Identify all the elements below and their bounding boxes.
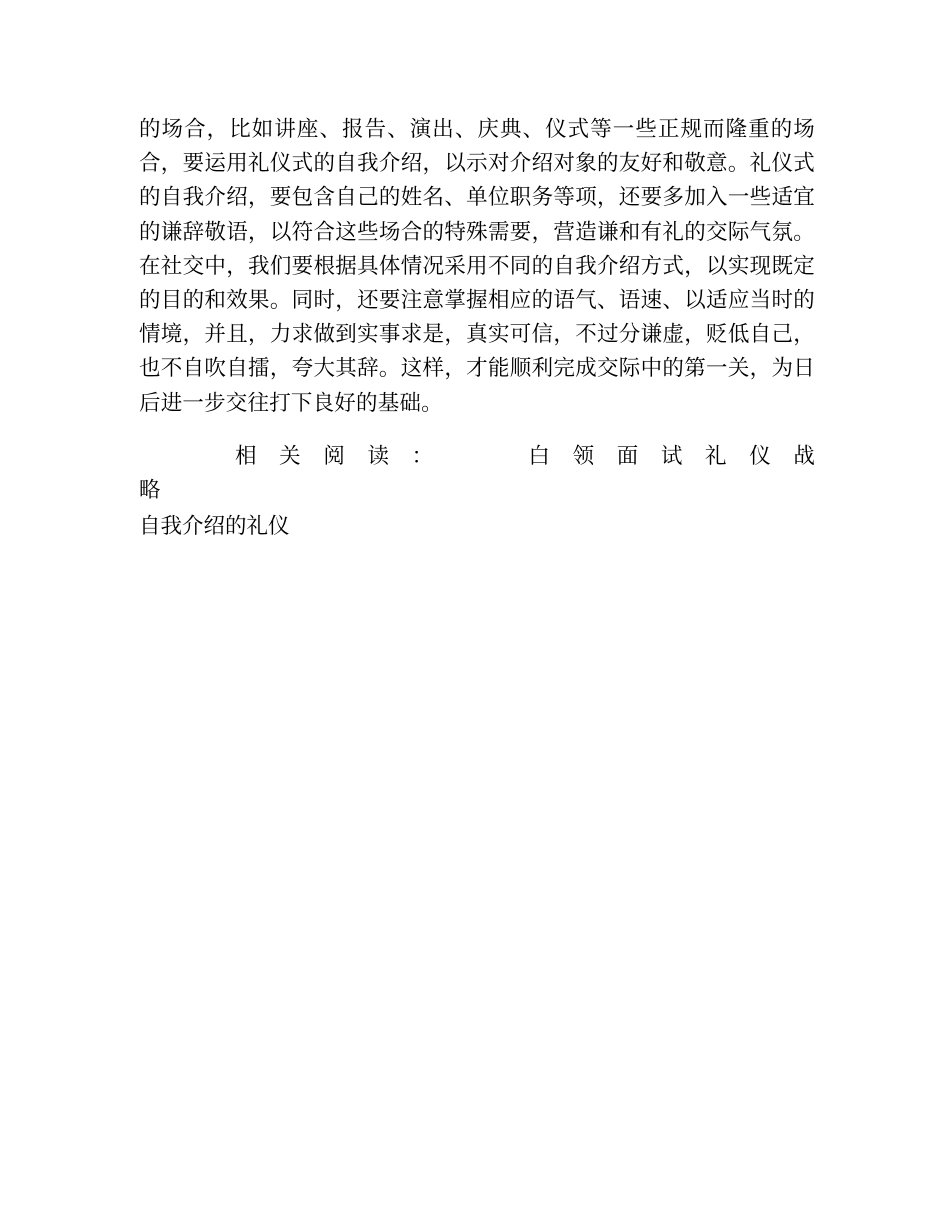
body-paragraph: 的场合，比如讲座、报告、演出、庆典、仪式等一些正规而隆重的场合，要运用礼仪式的自我介绍，以示对介绍对象的友好和敬意。礼仪式的自我介绍，要包含自己的姓名、单位职务等项，还要多加入一些适宜的谦辞敬语，以符合这些场合的特殊需要，营造谦和有礼的交际气氛。在社交中，我们要根据具体情况采用不同的自我介绍方式，以实现既定的目的和效果。同时，还要注意掌握相应的语气、语速、以适应当时的情境，并且，力求做到实事求是，真实可信，不过分谦虚，贬低自己，也不自吹自擂，夸大其辞。这样，才能顺利完成交际中的第一关，为日后进一步交往打下良好的基础。 [139, 117, 815, 416]
related-link-char[interactable]: 面 [616, 444, 639, 469]
article-title: 自我介绍的礼仪 [139, 514, 290, 539]
related-reading-row [139, 440, 815, 474]
related-label-char: 阅 [323, 444, 345, 469]
related-label-char: 相 [235, 444, 257, 469]
related-label-char: ： [411, 444, 434, 469]
related-reading [139, 440, 815, 508]
related-link-char[interactable]: 战 [793, 444, 815, 469]
spacer [456, 440, 506, 474]
related-link-char[interactable]: 白 [528, 444, 550, 469]
related-link-char[interactable]: 仪 [749, 444, 771, 469]
related-link-char[interactable]: 礼 [705, 444, 727, 469]
related-link-char[interactable]: 领 [572, 444, 595, 469]
related-link-wrap[interactable]: 略 [139, 478, 161, 504]
related-label-char: 读 [367, 444, 389, 469]
related-link-char[interactable]: 试 [660, 444, 683, 469]
related-label-char: 关 [279, 444, 301, 469]
